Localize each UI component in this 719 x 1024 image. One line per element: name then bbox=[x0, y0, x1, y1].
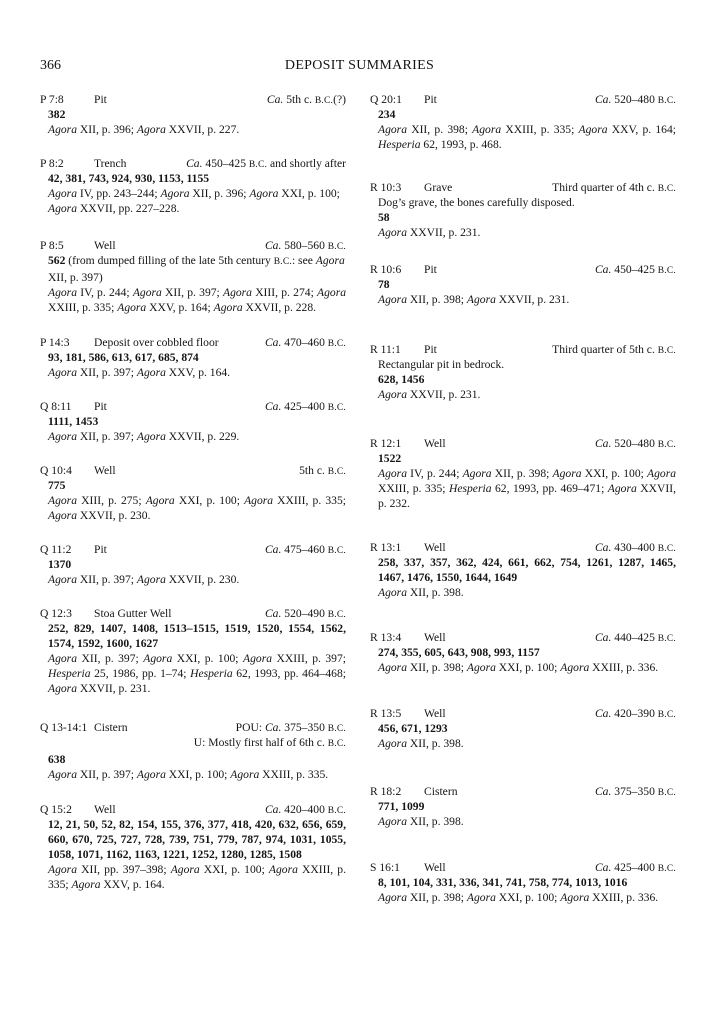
deposit-code: Q 10:4 bbox=[40, 464, 72, 477]
deposit-date: Ca. 450–425 B.C. and shortly after bbox=[186, 157, 346, 170]
deposit-entry bbox=[40, 156, 346, 216]
deposit-note: Dog’s grave, the bones carefully disposed. bbox=[378, 196, 575, 209]
deposit-code: P 14:3 bbox=[40, 336, 70, 349]
page-number: 366 bbox=[40, 58, 61, 73]
deposit-entry bbox=[370, 262, 676, 307]
deposit-date: Ca. 420–390 B.C. bbox=[594, 707, 676, 720]
catalogue-numbers: 638 bbox=[48, 753, 66, 766]
deposit-heading bbox=[40, 399, 346, 414]
deposit-entry bbox=[370, 92, 676, 152]
deposit-code: S 16:1 bbox=[370, 861, 400, 874]
deposit-date: Ca. 475–460 B.C. bbox=[264, 543, 346, 556]
bibliography-refs: Agora XII, p. 398; Agora XXVII, p. 231. bbox=[378, 293, 570, 306]
deposit-heading bbox=[370, 860, 676, 875]
deposit-code: R 12:1 bbox=[370, 437, 402, 450]
deposit-date: Ca. 430–400 B.C. bbox=[594, 541, 676, 554]
deposit-date: POU: Ca. 375–350 B.C. bbox=[235, 721, 346, 734]
deposit-code: R 13:5 bbox=[370, 707, 402, 720]
deposit-type: Pit bbox=[424, 263, 437, 276]
catalogue-numbers: 252, 829, 1407, 1408, 1513–1515, 1519, 1520, 1554, 1562, 1574, 1592, 1600, 1627 bbox=[48, 622, 346, 650]
deposit-type: Well bbox=[424, 631, 446, 644]
deposit-heading bbox=[370, 262, 676, 277]
catalogue-numbers: 58 bbox=[378, 211, 390, 224]
bibliography-refs: Agora XII, p. 397; Agora XXVII, p. 230. bbox=[48, 573, 240, 586]
deposit-code: Q 15:2 bbox=[40, 803, 72, 816]
deposit-catalogue-note: 562 (from dumped filling of the late 5th century B.C.: see Agora XII, p. 397) bbox=[48, 254, 345, 284]
deposit-entry bbox=[40, 92, 346, 137]
catalogue-numbers: 1370 bbox=[48, 558, 72, 571]
bibliography-refs: Agora IV, p. 244; Agora XII, p. 397; Agora XIII, p. 274; Agora XXIII, p. 335; Agora XXV, p. 164; Agora XXVII, p. 228. bbox=[48, 286, 346, 314]
deposit-heading bbox=[40, 720, 346, 735]
bibliography-refs: Agora XXVII, p. 231. bbox=[378, 388, 481, 401]
deposit-entry bbox=[40, 542, 346, 587]
catalogue-numbers: 12, 21, 50, 52, 82, 154, 155, 376, 377, 418, 420, 632, 656, 659, 660, 670, 725, 727, 728, 739, 751, 779, 787, 974, 1031, 1055, 1058, 1071, 1162, 1163, 1221, 1252, 1280, 1285, 1508 bbox=[48, 818, 346, 861]
deposit-entry bbox=[370, 540, 676, 600]
catalogue-numbers: 775 bbox=[48, 479, 66, 492]
deposit-date: Ca. 375–350 B.C. bbox=[594, 785, 676, 798]
deposit-date: Ca. 5th c. B.C.(?) bbox=[266, 93, 346, 106]
deposit-entry bbox=[370, 436, 676, 511]
deposit-code: R 11:1 bbox=[370, 343, 401, 356]
deposit-entry bbox=[40, 463, 346, 523]
deposit-date: Ca. 470–460 B.C. bbox=[264, 336, 346, 349]
deposit-heading bbox=[40, 156, 346, 171]
deposit-entry bbox=[40, 802, 346, 892]
catalogue-numbers: 771, 1099 bbox=[378, 800, 425, 813]
catalogue-numbers: 456, 671, 1293 bbox=[378, 722, 448, 735]
deposit-entry bbox=[40, 399, 346, 444]
deposit-code: Q 20:1 bbox=[370, 93, 402, 106]
deposit-date: Ca. 520–490 B.C. bbox=[264, 607, 346, 620]
bibliography-refs: Agora XII, p. 398; Agora XXIII, p. 335; Agora XXV, p. 164; Hesperia 62, 1993, p. 468. bbox=[378, 123, 676, 151]
deposit-heading bbox=[40, 606, 346, 621]
bibliography-refs: Agora IV, p. 244; Agora XII, p. 398; Agora XXI, p. 100; Agora XXIII, p. 335; Hesperia 62, 1993, pp. 469–471; Agora XXVII, p. 232. bbox=[378, 467, 676, 510]
deposit-heading bbox=[370, 630, 676, 645]
bibliography-refs: Agora XII, pp. 397–398; Agora XXI, p. 100; Agora XXIII, p. 335; Agora XXV, p. 164. bbox=[48, 863, 346, 891]
deposit-code: R 10:6 bbox=[370, 263, 402, 276]
deposit-heading bbox=[370, 180, 676, 195]
deposit-heading bbox=[40, 238, 346, 253]
bibliography-refs: Agora XII, p. 398; Agora XXI, p. 100; Agora XXIII, p. 336. bbox=[378, 891, 659, 904]
deposit-type: Pit bbox=[94, 543, 107, 556]
deposit-entry bbox=[370, 342, 676, 402]
bibliography-refs: Agora XXVII, p. 231. bbox=[378, 226, 481, 239]
bibliography-refs: Agora XIII, p. 275; Agora XXI, p. 100; Agora XXIII, p. 335; Agora XXVII, p. 230. bbox=[48, 494, 346, 522]
deposit-code: R 18:2 bbox=[370, 785, 402, 798]
bibliography-refs: Agora XII, p. 397; Agora XXV, p. 164. bbox=[48, 366, 231, 379]
running-title: DEPOSIT SUMMARIES bbox=[284, 58, 435, 73]
deposit-code: P 7:8 bbox=[40, 93, 64, 106]
deposit-type: Pit bbox=[94, 400, 107, 413]
deposit-entry bbox=[370, 630, 676, 675]
bibliography-refs: Agora XII, p. 397; Agora XXI, p. 100; Agora XXIII, p. 335. bbox=[48, 768, 329, 781]
deposit-type: Well bbox=[424, 541, 446, 554]
deposit-entry bbox=[370, 706, 676, 751]
bibliography-refs: Agora IV, pp. 243–244; Agora XII, p. 396; Agora XXI, p. 100; Agora XXVII, pp. 227–228. bbox=[48, 187, 340, 215]
deposit-type: Well bbox=[424, 437, 446, 450]
deposit-entry bbox=[370, 784, 676, 829]
catalogue-numbers: 234 bbox=[378, 108, 396, 121]
deposit-entry bbox=[370, 180, 676, 240]
deposit-note: Rectangular pit in bedrock. bbox=[378, 358, 505, 371]
deposit-type: Stoa Gutter Well bbox=[94, 607, 172, 620]
deposit-type: Cistern bbox=[424, 785, 458, 798]
deposit-heading bbox=[370, 92, 676, 107]
deposit-date-secondary: U: Mostly first half of 6th c. B.C. bbox=[193, 736, 346, 749]
deposit-code: Q 11:2 bbox=[40, 543, 72, 556]
deposit-date: Ca. 420–400 B.C. bbox=[264, 803, 346, 816]
bibliography-refs: Agora XII, p. 397; Agora XXI, p. 100; Agora XXIII, p. 397; Hesperia 25, 1986, pp. 1–74; Hesperia 62, 1993, pp. 464–468; Agora XXVII, p. 231. bbox=[48, 652, 347, 695]
deposit-type: Cistern bbox=[94, 721, 128, 734]
catalogue-numbers: 93, 181, 586, 613, 617, 685, 874 bbox=[48, 351, 199, 364]
catalogue-numbers: 78 bbox=[378, 278, 390, 291]
deposit-date: 5th c. B.C. bbox=[299, 464, 346, 477]
deposit-code: Q 13-14:1 bbox=[40, 721, 88, 734]
catalogue-numbers: 1111, 1453 bbox=[48, 415, 99, 428]
deposit-entry bbox=[40, 238, 346, 315]
deposit-date: Ca. 425–400 B.C. bbox=[264, 400, 346, 413]
deposit-entry bbox=[40, 720, 346, 782]
deposit-heading bbox=[370, 706, 676, 721]
deposit-type: Pit bbox=[424, 343, 437, 356]
deposit-heading bbox=[370, 342, 676, 357]
deposit-type: Grave bbox=[424, 181, 453, 194]
deposit-heading bbox=[40, 802, 346, 817]
deposit-date: Ca. 425–400 B.C. bbox=[594, 861, 676, 874]
catalogue-numbers: 258, 337, 357, 362, 424, 661, 662, 754, 1261, 1287, 1465, 1467, 1476, 1550, 1644, 1649 bbox=[378, 556, 676, 584]
deposit-entry bbox=[40, 606, 346, 696]
deposit-code: P 8:2 bbox=[40, 157, 64, 170]
deposit-type: Well bbox=[424, 861, 446, 874]
deposit-code: R 13:1 bbox=[370, 541, 402, 554]
bibliography-refs: Agora XII, p. 398. bbox=[378, 586, 464, 599]
bibliography-refs: Agora XII, p. 398; Agora XXI, p. 100; Agora XXIII, p. 336. bbox=[378, 661, 659, 674]
deposit-heading bbox=[370, 540, 676, 555]
deposit-code: R 13:4 bbox=[370, 631, 402, 644]
deposit-heading bbox=[370, 784, 676, 799]
deposit-type: Well bbox=[94, 803, 116, 816]
deposit-entry bbox=[40, 335, 346, 380]
catalogue-numbers: 274, 355, 605, 643, 908, 993, 1157 bbox=[378, 646, 540, 659]
deposit-heading bbox=[40, 463, 346, 478]
deposit-type: Pit bbox=[424, 93, 437, 106]
deposit-date: Ca. 520–480 B.C. bbox=[594, 93, 676, 106]
deposit-type: Deposit over cobbled floor bbox=[94, 336, 219, 349]
deposit-type: Pit bbox=[94, 93, 107, 106]
deposit-date: Third quarter of 4th c. B.C. bbox=[552, 181, 676, 194]
catalogue-numbers: 382 bbox=[48, 108, 66, 121]
deposit-heading bbox=[40, 335, 346, 350]
deposit-type: Trench bbox=[94, 157, 127, 170]
bibliography-refs: Agora XII, p. 398. bbox=[378, 737, 464, 750]
deposit-date: Ca. 440–425 B.C. bbox=[594, 631, 676, 644]
bibliography-refs: Agora XII, p. 397; Agora XXVII, p. 229. bbox=[48, 430, 240, 443]
bibliography-refs: Agora XII, p. 396; Agora XXVII, p. 227. bbox=[48, 123, 240, 136]
deposit-date: Ca. 580–560 B.C. bbox=[264, 239, 346, 252]
deposit-date: Ca. 450–425 B.C. bbox=[594, 263, 676, 276]
deposit-type: Well bbox=[94, 464, 116, 477]
deposit-code: Q 12:3 bbox=[40, 607, 72, 620]
catalogue-numbers: 628, 1456 bbox=[378, 373, 425, 386]
catalogue-numbers: 1522 bbox=[378, 452, 402, 465]
deposit-code: P 8:5 bbox=[40, 239, 64, 252]
catalogue-numbers: 42, 381, 743, 924, 930, 1153, 1155 bbox=[48, 172, 210, 185]
deposit-entry bbox=[370, 860, 676, 905]
bibliography-refs: Agora XII, p. 398. bbox=[378, 815, 464, 828]
deposit-date: Third quarter of 5th c. B.C. bbox=[552, 343, 676, 356]
deposit-heading bbox=[40, 92, 346, 107]
deposit-heading bbox=[40, 542, 346, 557]
deposit-heading bbox=[370, 436, 676, 451]
deposit-type: Well bbox=[94, 239, 116, 252]
deposit-type: Well bbox=[424, 707, 446, 720]
deposit-date: Ca. 520–480 B.C. bbox=[594, 437, 676, 450]
deposit-code: R 10:3 bbox=[370, 181, 402, 194]
deposit-code: Q 8:11 bbox=[40, 400, 72, 413]
catalogue-numbers: 8, 101, 104, 331, 336, 341, 741, 758, 774, 1013, 1016 bbox=[378, 876, 628, 889]
